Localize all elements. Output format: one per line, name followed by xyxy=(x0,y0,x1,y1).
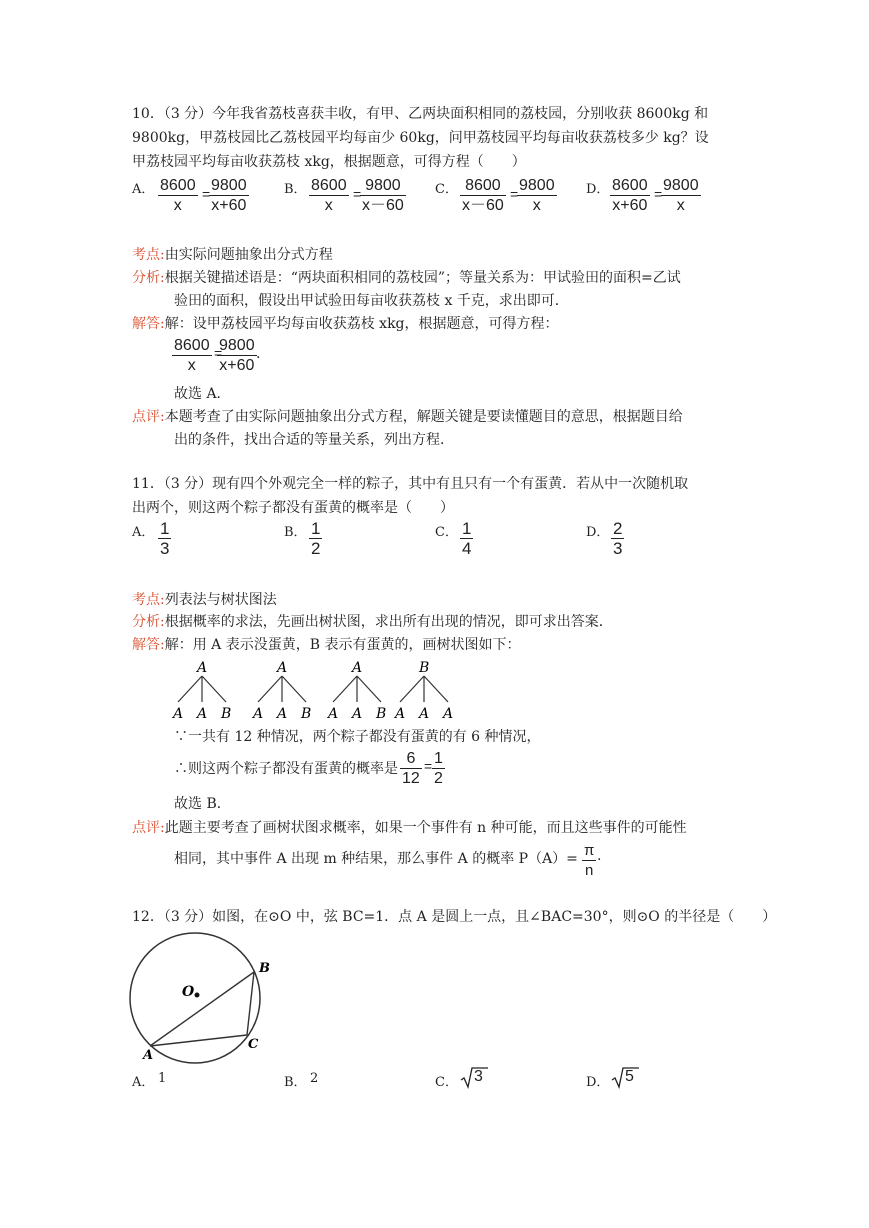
q10-option-d-eq: = xyxy=(654,186,663,202)
q10-answer-eq: = xyxy=(214,345,223,361)
kaodian-text: 由实际问题抽象出分式方程 xyxy=(164,247,333,263)
q11-probability-frac2: $\frac{1}{2}$ xyxy=(434,750,443,787)
fenxi-tag: 分析: xyxy=(132,270,165,286)
q10-option-a-frac2: $\frac{9800}{x+60}$ xyxy=(211,177,247,214)
tree-leaf-node: B xyxy=(221,706,232,722)
tree-branch xyxy=(178,676,202,702)
probability-tree-diagram xyxy=(168,658,458,722)
q10-dianping xyxy=(132,406,683,428)
q11-option-a-label: A． xyxy=(132,525,155,540)
q10-option-d-frac2: $\frac{9800}{x}$ xyxy=(663,177,699,214)
tree-leaf-node: A xyxy=(253,706,264,722)
q11-stem-line1: 11．（3 分）现有四个外观完全一样的粽子，其中有且只有一个有蛋黄．若从中一次随机取 xyxy=(132,476,689,492)
q10-stem-line2: 9800kg，甲荔枝园比乙荔枝园平均每亩少 60kg，问甲荔枝园平均每亩收获荔枝多少 kg？设 xyxy=(132,130,709,146)
q11-option-d-label: D． xyxy=(586,525,610,540)
q10-option-d-frac1: $\frac{8600}{x+60}$ xyxy=(612,177,648,214)
tree-leaf-node: A xyxy=(277,706,288,722)
q10-option-b-frac1: $\frac{8600}{x}$ xyxy=(311,177,347,214)
q11-choose: 故选 B． xyxy=(174,796,231,812)
dianping-text: 本题考查了由实际问题抽象出分式方程，解题关键是要读懂题目的意思，根据题目给 xyxy=(164,409,683,425)
tree-leaf-node: B xyxy=(301,706,312,722)
q10-fenxi xyxy=(132,267,681,289)
q10-option-c-frac1: $\frac{8600}{x-60}$ xyxy=(462,177,504,214)
chord-ab xyxy=(150,972,254,1046)
q11-option-c-frac: $\frac{1}{4}$ xyxy=(462,519,472,558)
tree-branch xyxy=(258,676,282,702)
label-b: B xyxy=(259,961,270,976)
q11-option-d-frac: $\frac{2}{3}$ xyxy=(613,519,623,558)
q11-option-b-label: B． xyxy=(284,525,307,540)
fenxi-tag: 分析: xyxy=(132,614,165,630)
q10-option-c-label: C． xyxy=(435,182,458,197)
q12-option-b-value: 2 xyxy=(310,1071,319,1086)
q12-option-c-value: 3 xyxy=(474,1068,483,1085)
tree-root-node: B xyxy=(419,660,430,676)
tree-branch xyxy=(333,676,357,702)
q11-option-a-frac: $\frac{1}{3}$ xyxy=(160,519,170,558)
tree-leaf-node: A xyxy=(419,706,430,722)
q10-option-a-label: A． xyxy=(132,182,155,197)
q11-fenxi xyxy=(132,611,613,633)
q10-option-b-label: B． xyxy=(284,182,307,197)
circle-figure xyxy=(125,928,285,1064)
q11-dianping-dot: . xyxy=(597,848,602,864)
q11-option-b-frac: $\frac{1}{2}$ xyxy=(311,519,321,558)
jieda-tag: 解答: xyxy=(132,637,165,653)
q11-jieda xyxy=(132,634,520,656)
kaodian-text: 列表法与树状图法 xyxy=(164,592,277,608)
dianping-text: 此题主要考查了画树状图求概率，如果一个事件有 n 种可能，而且这些事件的可能性 xyxy=(164,820,687,836)
tree-leaf-node: A xyxy=(395,706,406,722)
tree-branch xyxy=(400,676,424,702)
tree-leaf-node: A xyxy=(328,706,339,722)
label-o: O xyxy=(182,984,195,1000)
q10-stem-line3: 甲荔枝园平均每亩收获荔枝 xkg，根据题意，可得方程（ ） xyxy=(132,154,526,170)
q12-option-d-value: 5 xyxy=(625,1068,634,1085)
q10-option-c-eq: = xyxy=(510,186,519,202)
dianping-tag: 点评: xyxy=(132,820,165,836)
tree-leaf-node: B xyxy=(376,706,387,722)
q12-option-c-label: C． xyxy=(435,1075,458,1090)
tree-leaf-node: A xyxy=(352,706,363,722)
tree-root-node: A xyxy=(277,660,288,676)
jieda-text: 解：设甲荔枝园平均每亩收获荔枝 xkg，根据题意，可得方程： xyxy=(164,316,559,332)
q10-option-b-eq: = xyxy=(353,186,362,202)
q11-probability-frac1: $\frac{6}{12}$ xyxy=(402,750,420,787)
label-c: C xyxy=(248,1037,259,1052)
q10-option-a-eq: = xyxy=(202,186,211,202)
tree-root-node: A xyxy=(352,660,363,676)
q10-answer-dot: . xyxy=(256,346,261,362)
q10-fenxi-line2: 验田的面积，假设出甲试验田每亩收获荔枝 x 千克，求出即可． xyxy=(174,293,569,309)
q12-option-d-label: D． xyxy=(586,1075,610,1090)
tree-root-node: A xyxy=(197,660,208,676)
tree-leaf-node: A xyxy=(197,706,208,722)
circle-o xyxy=(130,933,260,1063)
q10-answer-frac1: $\frac{8600}{x}$ xyxy=(174,337,210,374)
tree-leaf-node: A xyxy=(443,706,454,722)
q11-dianping-line2: 相同，其中事件 A 出现 m 种结果，那么事件 A 的概率 P（A）= xyxy=(174,851,578,867)
q11-therefore: ∴则这两个粽子都没有蛋黄的概率是 xyxy=(174,761,398,777)
kaodian-tag: 考点: xyxy=(132,247,165,263)
q10-option-b-frac2: $\frac{9800}{x-60}$ xyxy=(362,177,404,214)
q10-answer-frac2: $\frac{9800}{x+60}$ xyxy=(219,337,255,374)
q11-option-c-label: C． xyxy=(435,525,458,540)
q12-option-a-label: A． xyxy=(132,1075,155,1090)
q11-kaodian xyxy=(132,589,277,611)
q11-dianping-frac: $\frac{\pi}{n}$ xyxy=(584,842,595,879)
q10-choose: 故选 A． xyxy=(174,386,231,402)
tree-branch xyxy=(202,676,226,702)
tree-branch xyxy=(424,676,448,702)
dianping-tag: 点评: xyxy=(132,409,165,425)
q10-jieda xyxy=(132,313,559,335)
q12-option-a-value: 1 xyxy=(158,1071,167,1086)
q12-stem-line1: 12．（3 分）如图，在⊙O 中，弦 BC=1．点 A 是圆上一点，且∠BAC=30°，则⊙O 的半径是（ ） xyxy=(132,909,777,925)
q10-option-c-frac2: $\frac{9800}{x}$ xyxy=(519,177,555,214)
jieda-tag: 解答: xyxy=(132,316,165,332)
q11-because: ∵一共有 12 种情况，两个粽子都没有蛋黄的有 6 种情况， xyxy=(174,729,541,745)
tree-leaf-node: A xyxy=(173,706,184,722)
q11-dianping xyxy=(132,817,687,839)
tree-branch xyxy=(357,676,381,702)
q11-probability-eq: = xyxy=(424,758,433,774)
q11-stem-line2: 出两个，则这两个粽子都没有蛋黄的概率是（ ） xyxy=(132,500,454,516)
q10-stem-line1: 10．（3 分）今年我省荔枝喜获丰收，有甲、乙两块面积相同的荔枝园，分别收获 8600kg 和 xyxy=(132,106,709,122)
center-point-o xyxy=(195,993,200,998)
jieda-text: 解：用 A 表示没蛋黄，B 表示有蛋黄的，画树状图如下： xyxy=(164,637,521,653)
kaodian-tag: 考点: xyxy=(132,592,165,608)
fenxi-text: 根据关键描述语是：“两块面积相同的荔枝园”；等量关系为：甲试验田的面积=乙试 xyxy=(164,270,681,286)
q10-dianping-line2: 出的条件，找出合适的等量关系，列出方程． xyxy=(174,432,454,448)
q10-kaodian xyxy=(132,244,333,266)
label-a: A xyxy=(143,1048,154,1063)
q10-option-d-label: D． xyxy=(586,182,610,197)
chord-ac xyxy=(150,1035,247,1046)
q12-option-b-label: B． xyxy=(284,1075,307,1090)
q10-option-a-frac1: $\frac{8600}{x}$ xyxy=(160,177,196,214)
tree-branch xyxy=(282,676,306,702)
chord-bc xyxy=(247,972,254,1035)
fenxi-text: 根据概率的求法，先画出树状图，求出所有出现的情况，即可求出答案． xyxy=(164,614,613,630)
